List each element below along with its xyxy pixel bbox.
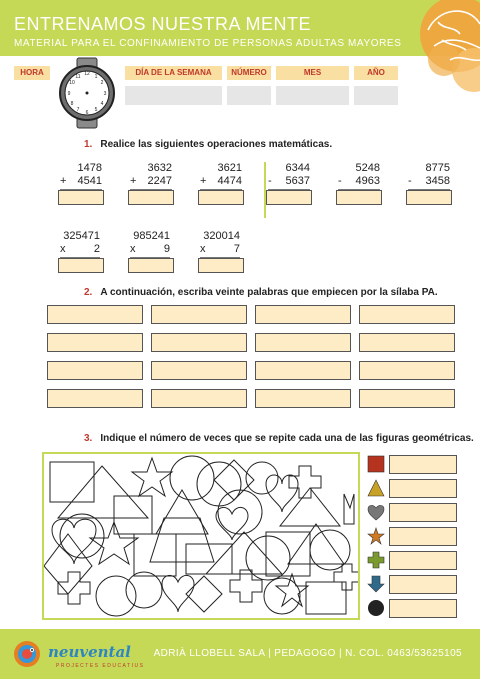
count-box-heart[interactable]	[389, 503, 457, 522]
q3-number: 3.	[84, 433, 93, 444]
page-subtitle: MATERIAL PARA EL CONFINAMIENTO DE PERSONAS ADULTAS MAYORES	[14, 38, 402, 49]
svg-text:6: 6	[85, 110, 89, 116]
count-box-square[interactable]	[389, 455, 457, 474]
q3-text: Indique el número de veces que se repite cada una de las figuras geométricas.	[100, 433, 474, 444]
brain-illustration	[414, 0, 480, 110]
word-box-1[interactable]	[47, 305, 143, 324]
operation-8: 985241 x 9	[130, 230, 170, 258]
count-box-triangle[interactable]	[389, 479, 457, 498]
svg-text:7: 7	[76, 107, 80, 113]
answer-box-4[interactable]	[266, 190, 312, 205]
mes-field[interactable]	[276, 86, 349, 105]
anio-label: AÑO	[354, 66, 398, 80]
svg-text:4: 4	[100, 101, 104, 107]
shapes-puzzle	[44, 454, 358, 618]
answer-box-6[interactable]	[406, 190, 452, 205]
heart-icon	[367, 503, 385, 521]
word-box-14[interactable]	[151, 389, 247, 408]
numero-field[interactable]	[227, 86, 271, 105]
brand-name: neuvental	[48, 643, 131, 661]
operation-2: 3632 + 2247	[130, 162, 172, 190]
word-box-13[interactable]	[47, 389, 143, 408]
svg-text:10: 10	[69, 80, 75, 86]
svg-text:3: 3	[103, 91, 107, 97]
word-box-7[interactable]	[255, 333, 351, 352]
q2-heading	[84, 287, 438, 298]
header-band	[0, 0, 480, 56]
svg-text:1: 1	[94, 74, 98, 80]
word-box-9[interactable]	[47, 361, 143, 380]
clock-icon[interactable]	[51, 57, 123, 129]
square-icon	[367, 455, 385, 473]
page-title: ENTRENAMOS NUESTRA MENTE	[14, 14, 312, 34]
svg-text:11: 11	[75, 74, 81, 80]
operation-4: 6344 - 5637	[268, 162, 310, 190]
q3-heading	[84, 433, 474, 444]
q2-text: A continuación, escriba veinte palabras que empiecen por la sílaba PA.	[100, 287, 438, 298]
q2-number: 2.	[84, 287, 93, 298]
svg-text:2: 2	[100, 80, 104, 86]
mes-label: MES	[276, 66, 349, 80]
answer-box-1[interactable]	[58, 190, 104, 205]
arrow-icon	[367, 575, 385, 593]
answer-box-5[interactable]	[336, 190, 382, 205]
svg-text:8: 8	[70, 101, 74, 107]
cross-icon	[367, 551, 385, 569]
circle-icon	[367, 599, 385, 617]
operation-9: 320014 x 7	[200, 230, 240, 258]
dia-label: DÍA DE LA SEMANA	[125, 66, 222, 80]
svg-text:9: 9	[67, 91, 71, 97]
brand-tagline: PROJECTES EDUCATIUS	[56, 663, 145, 669]
q1-text: Realice las siguientes operaciones matemáticas.	[100, 139, 333, 150]
answer-box-3[interactable]	[198, 190, 244, 205]
answer-box-9[interactable]	[198, 258, 244, 273]
svg-text:5: 5	[94, 107, 98, 113]
word-box-4[interactable]	[359, 305, 455, 324]
answer-box-7[interactable]	[58, 258, 104, 273]
q1-heading	[84, 139, 332, 150]
triangle-icon	[367, 479, 385, 497]
word-box-11[interactable]	[255, 361, 351, 380]
star-icon	[367, 527, 385, 545]
answer-box-2[interactable]	[128, 190, 174, 205]
operation-5: 5248 - 4963	[338, 162, 380, 190]
word-box-12[interactable]	[359, 361, 455, 380]
operation-6: 8775 - 3458	[408, 162, 450, 190]
section-divider	[264, 162, 266, 218]
word-box-6[interactable]	[151, 333, 247, 352]
word-box-3[interactable]	[255, 305, 351, 324]
chameleon-logo	[10, 638, 44, 670]
answer-box-8[interactable]	[128, 258, 174, 273]
dia-field[interactable]	[125, 86, 222, 105]
numero-label: NÚMERO	[227, 66, 271, 80]
operation-1: 1478 + 4541	[60, 162, 102, 190]
count-box-star[interactable]	[389, 527, 457, 546]
svg-text:12: 12	[84, 71, 90, 77]
word-box-5[interactable]	[47, 333, 143, 352]
word-box-2[interactable]	[151, 305, 247, 324]
word-box-10[interactable]	[151, 361, 247, 380]
word-box-15[interactable]	[255, 389, 351, 408]
count-box-arrow[interactable]	[389, 575, 457, 594]
operation-3: 3621 + 4474	[200, 162, 242, 190]
count-box-circle[interactable]	[389, 599, 457, 618]
hora-label: HORA	[14, 66, 50, 80]
word-box-16[interactable]	[359, 389, 455, 408]
count-box-cross[interactable]	[389, 551, 457, 570]
word-box-8[interactable]	[359, 333, 455, 352]
operation-7: 325471 x 2	[60, 230, 100, 258]
author-credit: ADRIÀ LLOBELL SALA | PEDAGOGO | N. COL. 0463/53625105	[153, 648, 462, 659]
anio-field[interactable]	[354, 86, 398, 105]
q1-number: 1.	[84, 139, 93, 150]
